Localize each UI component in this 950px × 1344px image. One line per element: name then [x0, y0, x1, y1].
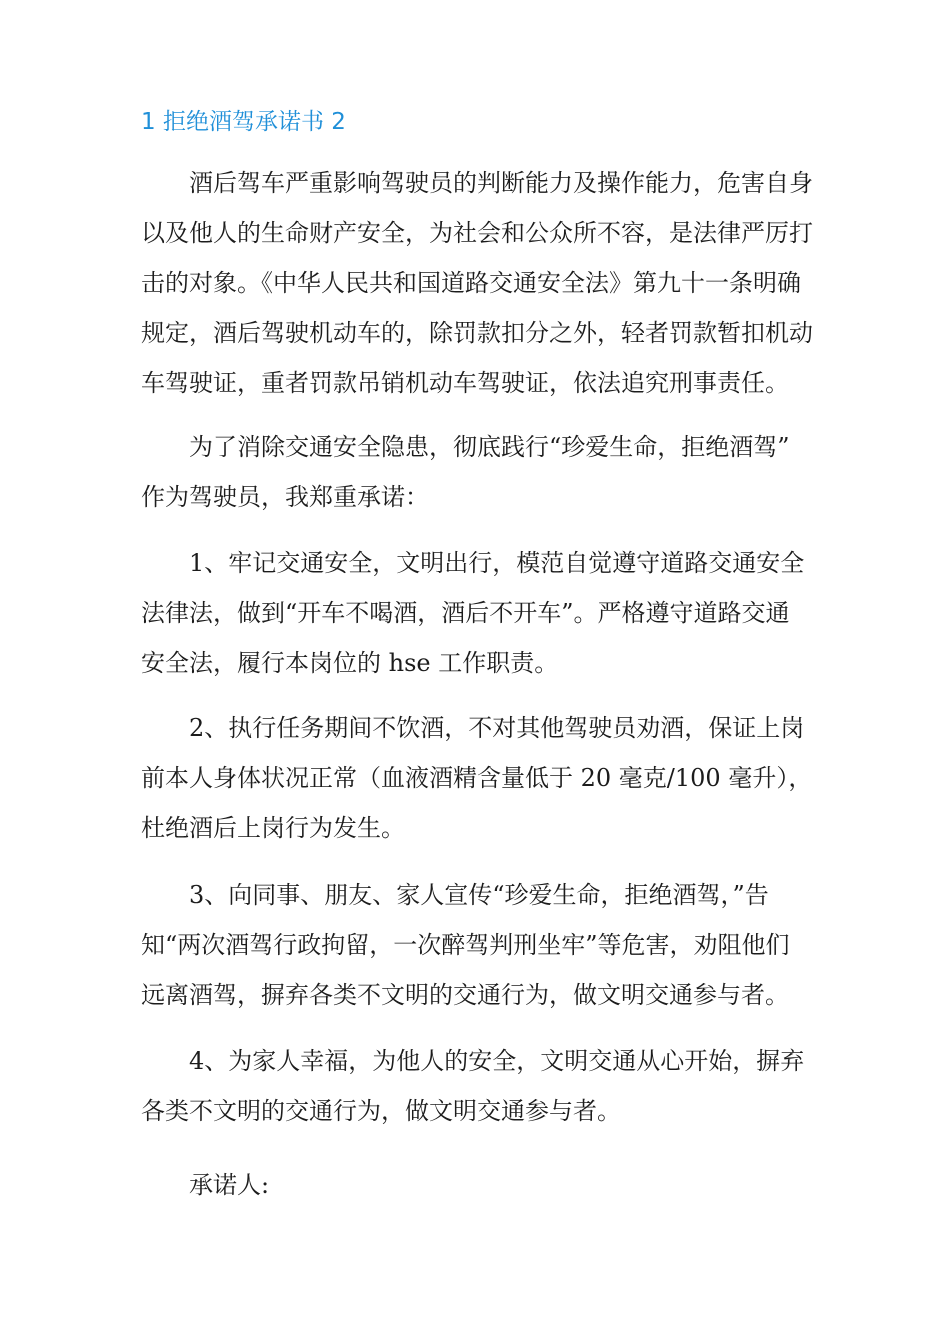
paragraph-commitment-2 [141, 703, 811, 853]
paragraph-line: 2、执行任务期间不饮酒，不对其他驾驶员劝酒，保证上岗 [189, 714, 805, 742]
paragraph-1 [141, 158, 811, 408]
paragraph-line: 作为驾驶员，我郑重承诺： [141, 483, 429, 511]
paragraph-line: 击的对象。《中华人民共和国道路交通安全法》第九十一条明确 [141, 269, 801, 297]
paragraph-line: 3、向同事、朋友、家人宣传“珍爱生命，拒绝酒驾，”告 [189, 881, 769, 909]
paragraph-line: 车驾驶证，重者罚款吊销机动车驾驶证，依法追究刑事责任。 [141, 369, 789, 397]
promisor-label: 承诺人: [189, 1171, 270, 1199]
signature-line [141, 1160, 811, 1210]
paragraph-2 [141, 422, 811, 522]
paragraph-line: 酒后驾车严重影响驾驶员的判断能力及操作能力，危害自身 [189, 169, 813, 197]
paragraph-line: 各类不文明的交通行为，做文明交通参与者。 [141, 1097, 621, 1125]
paragraph-commitment-4 [141, 1036, 811, 1136]
paragraph-line: 远离酒驾，摒弃各类不文明的交通行为，做文明交通参与者。 [141, 981, 789, 1009]
paragraph-line: 1、牢记交通安全，文明出行，模范自觉遵守道路交通安全 [189, 549, 805, 577]
paragraph-commitment-3 [141, 870, 811, 1020]
paragraph-line: 法律法，做到“开车不喝酒，酒后不开车”。严格遵守道路交通 [141, 599, 790, 627]
paragraph-line: 规定，酒后驾驶机动车的，除罚款扣分之外，轻者罚款暂扣机动 [141, 319, 813, 347]
paragraph-line: 杜绝酒后上岗行为发生。 [141, 814, 405, 842]
paragraph-line: 知“两次酒驾行政拘留，一次醉驾判刑坐牢”等危害，劝阻他们 [141, 931, 790, 959]
paragraph-line: 以及他人的生命财产安全，为社会和公众所不容，是法律严厉打 [141, 219, 813, 247]
paragraph-line: 4、为家人幸福，为他人的安全，文明交通从心开始，摒弃 [189, 1047, 805, 1075]
paragraph-line: 为了消除交通安全隐患，彻底践行“珍爱生命，拒绝酒驾” [189, 433, 790, 461]
paragraph-line: 安全法，履行本岗位的 hse 工作职责。 [141, 649, 559, 677]
document-title: 1 拒绝酒驾承诺书 2 [141, 109, 346, 135]
paragraph-commitment-1 [141, 538, 811, 688]
paragraph-line: 前本人身体状况正常（血液酒精含量低于 20 毫克/100 毫升）， [141, 764, 813, 792]
